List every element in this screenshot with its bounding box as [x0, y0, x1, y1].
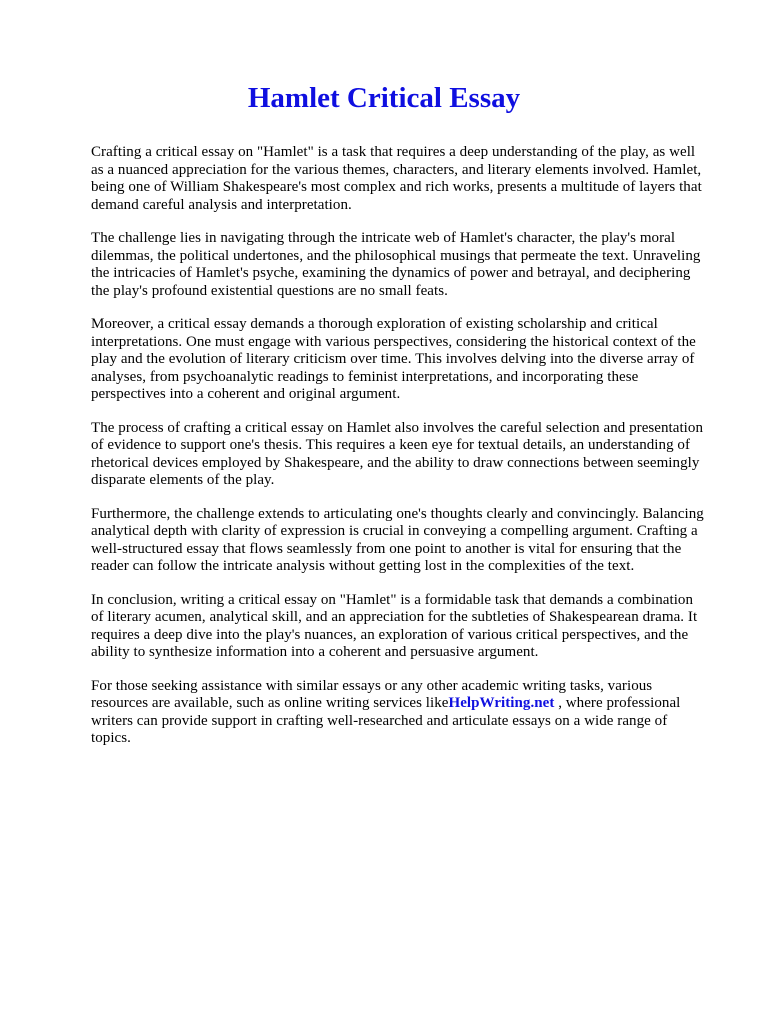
- helpwriting-link[interactable]: HelpWriting.net: [448, 695, 555, 711]
- paragraph-line: the play's profound existential questions are no small feats.: [91, 282, 448, 299]
- paragraph-line: analytical depth with clarity of expression is crucial in conveying a compelling argument. Crafting a: [91, 523, 698, 539]
- paragraph-line: reader can follow the intricate analysis without getting lost in the complexities of the text.: [91, 558, 635, 574]
- paragraph-line: topics.: [91, 730, 131, 746]
- paragraph-line: as a nuanced appreciation for the various themes, characters, and literary elements involved. Hamlet,: [91, 161, 702, 178]
- essay-body: [91, 144, 721, 764]
- paragraph-line: writers can provide support in crafting well-researched and articulate essays on a wide range of: [91, 712, 668, 729]
- paragraph-list: [91, 144, 721, 662]
- paragraph-line: demand careful analysis and interpretation.: [91, 196, 352, 213]
- paragraph-line: The challenge lies in navigating through the intricate web of Hamlet's character, the play's moral: [91, 230, 676, 246]
- paragraph-line: [91, 695, 721, 713]
- paragraph-line: the intricacies of Hamlet's psyche, examining the dynamics of power and betrayal, and deciphering: [91, 265, 691, 281]
- paragraph-line: of evidence to support one's thesis. This requires a keen eye for textual details, an understanding of: [91, 437, 691, 453]
- essay-paragraph: [91, 144, 721, 214]
- essay-paragraph: [91, 230, 721, 300]
- paragraph-line: interpretations. One must engage with various perspectives, considering the historical context of the: [91, 333, 696, 350]
- essay-paragraph: [91, 316, 721, 404]
- paragraph-line: Moreover, a critical essay demands a thorough exploration of existing scholarship and critical: [91, 316, 658, 332]
- paragraph-line: ability to synthesize information into a coherent and persuasive argument.: [91, 644, 539, 660]
- paragraph-line: play and the evolution of literary criticism over time. This involves delving into the diverse array of: [91, 351, 695, 367]
- paragraph-line: requires a deep dive into the play's nuances, an exploration of various critical perspectives, and the: [91, 626, 689, 643]
- paragraph-line: analyses, from psychoanalytic readings to feminist interpretations, and incorporating these: [91, 368, 639, 385]
- paragraph-line: disparate elements of the play.: [91, 472, 275, 488]
- essay-paragraph: [91, 592, 721, 662]
- paragraph-line: being one of William Shakespeare's most complex and rich works, presents a multitude of layers that: [91, 179, 702, 195]
- closing-text-after-link: , where professional: [554, 695, 681, 711]
- paragraph-line: perspectives into a coherent and original argument.: [91, 386, 401, 402]
- paragraph-line: In conclusion, writing a critical essay on "Hamlet" is a formidable task that demands a combination: [91, 591, 694, 608]
- page-title: Hamlet Critical Essay: [247, 82, 521, 114]
- closing-text-before-link: resources are available, such as online writing services like: [91, 695, 449, 711]
- essay-paragraph: [91, 420, 721, 490]
- paragraph-line: well-structured essay that flows seamlessly from one point to another is vital for ensuring that the: [91, 540, 682, 557]
- closing-paragraph: [91, 678, 721, 748]
- paragraph-line: Furthermore, the challenge extends to articulating one's thoughts clearly and convincingly. Balancing: [91, 505, 704, 522]
- paragraph-line: rhetorical devices employed by Shakespeare, and the ability to draw connections between seemingly: [91, 454, 700, 471]
- paragraph-line: Crafting a critical essay on "Hamlet" is a task that requires a deep understanding of the play, as well: [91, 144, 696, 160]
- paragraph-line: of literary acumen, analytical skill, and an appreciation for the subtleties of Shakespearean drama. It: [91, 609, 698, 625]
- paragraph-line: The process of crafting a critical essay on Hamlet also involves the careful selection and presentation: [91, 419, 704, 436]
- essay-paragraph: [91, 506, 721, 576]
- paragraph-line: For those seeking assistance with similar essays or any other academic writing tasks, various: [91, 677, 653, 694]
- paragraph-line: dilemmas, the political undertones, and the philosophical musings that permeate the text. Unraveling: [91, 247, 701, 264]
